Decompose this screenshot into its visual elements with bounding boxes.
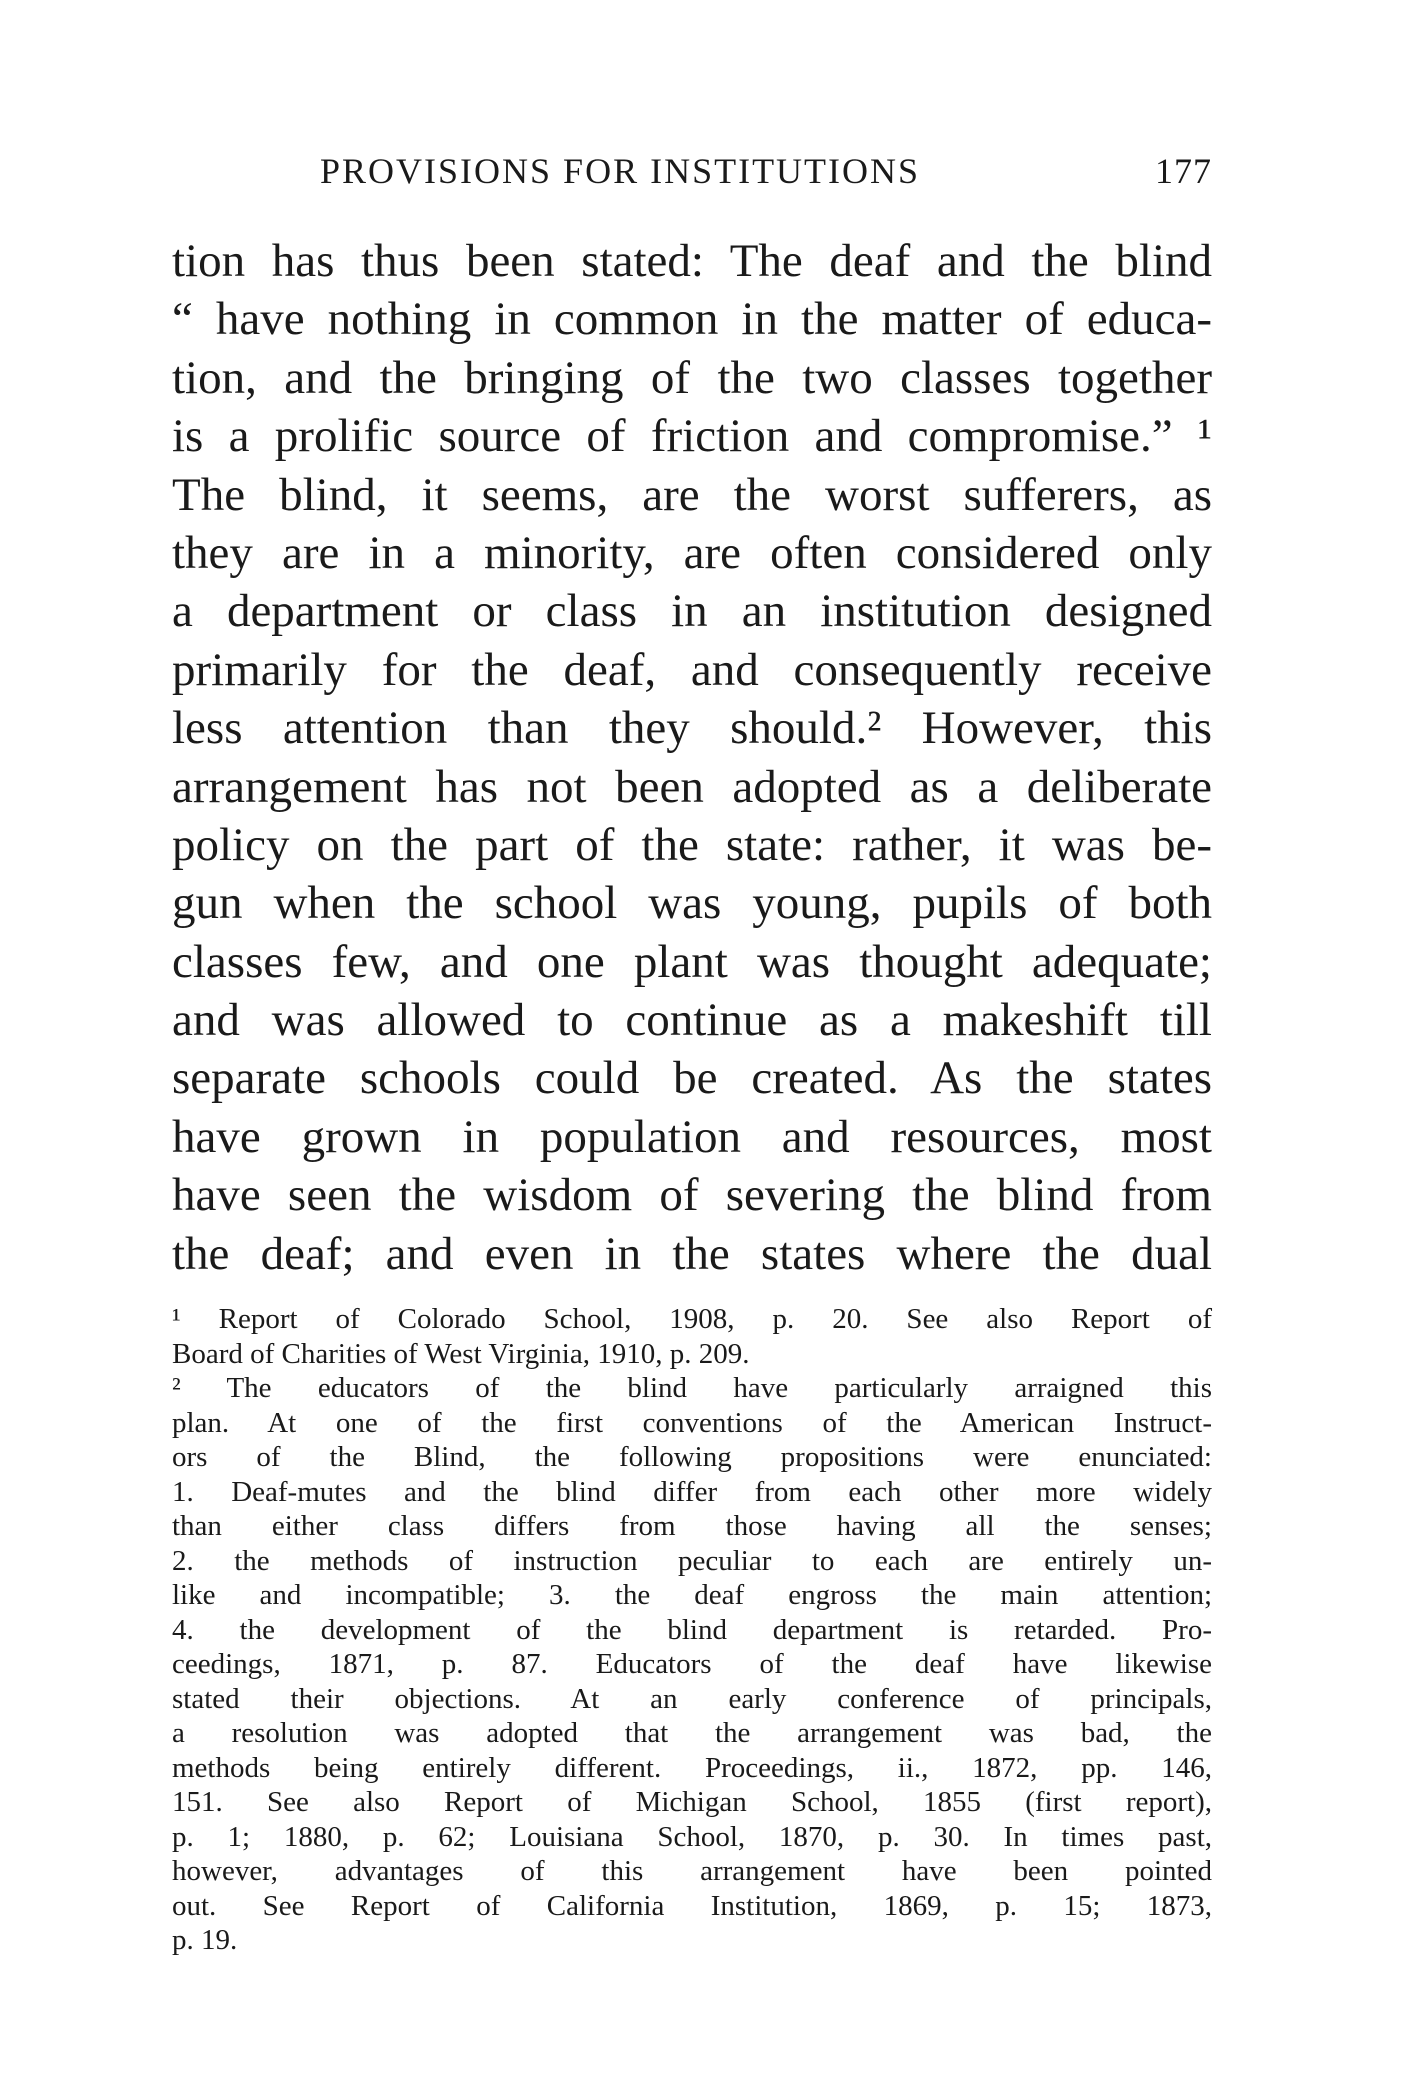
body-line: arrangement has not been adopted as a deliberate (172, 760, 1212, 813)
footnote-line: 1. Deaf-mutes and the blind differ from each other more widely (172, 1475, 1212, 1508)
body-line: the deaf; and even in the states where the dual (172, 1227, 1212, 1280)
footnote-line: however, advantages of this arrangement have been pointed (172, 1855, 1212, 1887)
body-line: tion, and the bringing of the two classes together (172, 351, 1212, 404)
body-line: policy on the part of the state: rather, it was be- (172, 818, 1212, 871)
body-line: have seen the wisdom of severing the blind from (172, 1169, 1212, 1222)
footnotes (172, 1302, 1212, 1958)
footnote-2 (172, 1371, 1212, 1958)
body-line: tion has thus been stated: The deaf and the blind (172, 235, 1212, 287)
body-text (172, 232, 1212, 1283)
body-line: they are in a minority, are often considered only (172, 526, 1212, 579)
running-head (172, 150, 1212, 200)
body-line: “ have nothing in common in the matter of educa- (172, 293, 1212, 346)
footnote-line: ¹ Report of Colorado School, 1908, p. 20. See also Report of (172, 1303, 1212, 1335)
footnote-line: ceedings, 1871, p. 87. Educators of the deaf have likewise (172, 1648, 1212, 1680)
body-line: is a prolific source of friction and compromise.” ¹ (172, 410, 1212, 463)
body-line: less attention than they should.² However, this (172, 702, 1212, 755)
footnote-line: p. 1; 1880, p. 62; Louisiana School, 1870, p. 30. In times past, (172, 1820, 1212, 1853)
footnote-line: ors of the Blind, the following propositions were enunciated: (172, 1441, 1212, 1473)
body-line: classes few, and one plant was thought adequate; (172, 935, 1212, 988)
footnote-line: 2. the methods of instruction peculiar to each are entirely un- (172, 1544, 1212, 1577)
running-title: PROVISIONS FOR INSTITUTIONS (320, 151, 921, 191)
footnote-line: methods being entirely different. Proceedings, ii., 1872, pp. 146, (172, 1751, 1212, 1784)
footnote-line: a resolution was adopted that the arrangement was bad, the (172, 1717, 1212, 1749)
footnote-line: than either class differs from those having all the senses; (172, 1510, 1212, 1542)
footnote-line: out. See Report of California Institution, 1869, p. 15; 1873, (172, 1889, 1212, 1922)
footnote-1 (172, 1302, 1212, 1371)
footnote-line: ² The educators of the blind have particularly arraigned this (172, 1372, 1212, 1404)
footnote-line: 4. the development of the blind department is retarded. Pro- (172, 1613, 1212, 1646)
body-line: have grown in population and resources, most (172, 1110, 1212, 1163)
footnote-line: plan. At one of the first conventions of the American Instruct- (172, 1406, 1212, 1439)
footnote-line: like and incompatible; 3. the deaf engross the main attention; (172, 1579, 1212, 1611)
footnote-line: Board of Charities of West Virginia, 1910, p. 209. (172, 1337, 750, 1370)
footnote-line: stated their objections. At an early conference of principals, (172, 1682, 1212, 1715)
body-line: gun when the school was young, pupils of both (172, 877, 1212, 930)
body-line: and was allowed to continue as a makeshift till (172, 994, 1212, 1047)
body-line: The blind, it seems, are the worst sufferers, as (172, 468, 1212, 521)
body-line: separate schools could be created. As the states (172, 1052, 1212, 1105)
body-line: primarily for the deaf, and consequently receive (172, 643, 1212, 696)
body-line: a department or class in an institution designed (172, 585, 1212, 638)
footnote-line: 151. See also Report of Michigan School, 1855 (first report), (172, 1786, 1212, 1818)
page-number: 177 (1155, 151, 1212, 191)
footnote-line: p. 19. (172, 1924, 238, 1956)
